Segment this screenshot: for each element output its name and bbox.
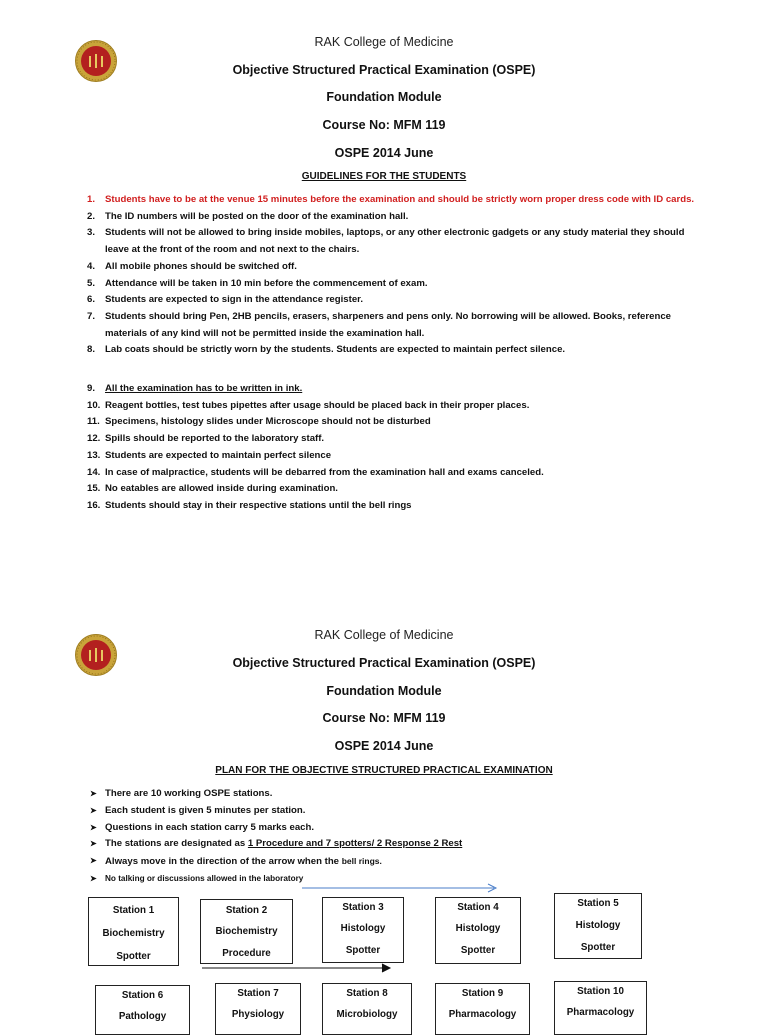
station-box: Station 2 Biochemistry Procedure: [200, 899, 293, 964]
list-item: ➤ Always move in the direction of the arrow when the bell rings.: [90, 856, 382, 868]
list-item: 1. Students have to be at the venue 15 minutes before the examination and should be strictly worn proper dress code with ID cards.: [87, 194, 695, 205]
course-number: Course No: MFM 119: [322, 711, 446, 725]
module-name: Foundation Module: [326, 684, 442, 698]
list-item: 2. The ID numbers will be posted on the door of the examination hall.: [87, 210, 409, 222]
direction-arrow-top: [300, 882, 500, 894]
guidelines-list: [87, 192, 707, 359]
list-item: 6. Students are expected to sign in the attendance register.: [87, 294, 364, 306]
exam-session: OSPE 2014 June: [334, 739, 434, 753]
station-box: Station 5 Histology Spotter: [554, 893, 642, 959]
list-item: 7. Students should bring Pen, 2HB pencils, erasers, sharpeners and pens only. No borrowing will be allowed. Books, reference materials of any kind will not be permitted inside the examination hall.: [87, 310, 671, 339]
section-title: PLAN FOR THE OBJECTIVE STRUCTURED PRACTICAL EXAMINATION: [215, 765, 553, 776]
station-box: Station 9 Pharmacology: [435, 983, 530, 1035]
list-item: 11. Specimens, histology slides under Microscope should not be disturbed: [87, 416, 431, 428]
list-item: 5. Attendance will be taken in 10 min before the commencement of exam.: [87, 277, 428, 289]
station-box: Station 3 Histology Spotter: [322, 897, 404, 963]
station-box: Station 4 Histology Spotter: [435, 897, 521, 964]
station-box: Station 6 Pathology: [95, 985, 190, 1035]
section-title: GUIDELINES FOR THE STUDENTS: [301, 171, 467, 182]
station-box: Station 7 Physiology: [215, 983, 301, 1035]
station-box: Station 1 Biochemistry Spotter: [88, 897, 179, 966]
list-item: 13. Students are expected to maintain perfect silence: [87, 449, 332, 461]
module-name: Foundation Module: [326, 90, 442, 104]
exam-title: Objective Structured Practical Examination (OSPE): [232, 63, 536, 77]
list-item: 14. In case of malpractice, students will be debarred from the examination hall and exams canceled.: [87, 466, 544, 478]
plan-list: [90, 786, 710, 888]
college-name: RAK College of Medicine: [314, 35, 454, 49]
exam-title: Objective Structured Practical Examination (OSPE): [232, 656, 536, 670]
list-item: 10. Reagent bottles, test tubes pipettes after usage should be placed back in their proper places.: [87, 399, 530, 411]
list-item: ➤ Each student is given 5 minutes per station.: [90, 804, 306, 816]
station-box: Station 10 Pharmacology: [554, 981, 647, 1035]
guidelines-list-continued: [87, 381, 707, 515]
list-item: ➤ There are 10 working OSPE stations.: [90, 788, 273, 799]
list-item: ➤ The stations are designated as 1 Procedure and 7 spotters/ 2 Response 2 Rest: [90, 838, 463, 850]
exam-session: OSPE 2014 June: [334, 146, 434, 160]
course-number: Course No: MFM 119: [322, 118, 446, 132]
list-item: 3. Students will not be allowed to bring inside mobiles, laptops, or any other electronic gadgets or any study material they should leave at the front of the room and not next to the chairs.: [87, 227, 685, 256]
list-item: 16. Students should stay in their respective stations until the bell rings: [87, 499, 412, 511]
list-item: ➤ No talking or discussions allowed in the laboratory: [90, 873, 304, 883]
list-item: 12. Spills should be reported to the laboratory staff.: [87, 433, 325, 445]
list-item: 9. All the examination has to be written in ink.: [87, 383, 303, 394]
list-item: 4. All mobile phones should be switched off.: [87, 260, 297, 272]
list-item: ➤ Questions in each station carry 5 marks each.: [90, 821, 315, 833]
list-item: 15. No eatables are allowed inside during examination.: [87, 483, 338, 495]
station-box: Station 8 Microbiology: [322, 983, 412, 1035]
list-item: 8. Lab coats should be strictly worn by the students. Students are expected to maintain perfect silence.: [87, 344, 566, 356]
college-name: RAK College of Medicine: [314, 628, 454, 642]
